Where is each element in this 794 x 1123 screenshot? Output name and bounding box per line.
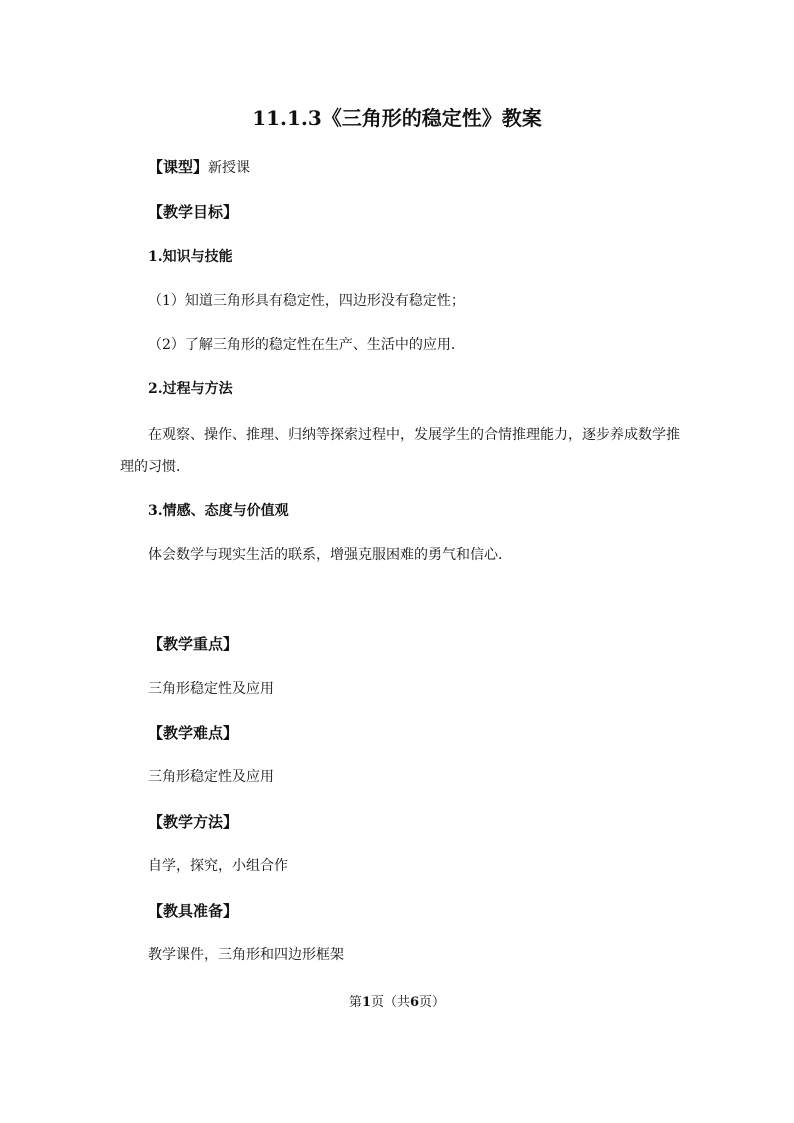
key-points-text: 三角形稳定性及应用 — [148, 681, 274, 697]
knowledge-item-1: （1）知道三角形具有稳定性，四边形没有稳定性； — [148, 293, 465, 309]
footer-suffix: 页） — [419, 995, 446, 1010]
knowledge-item-2: （2）了解三角形的稳定性在生产、生活中的应用． — [148, 337, 465, 353]
process-text-line-1: 在观察、操作、推理、归纳等探索过程中，发展学生的合情推理能力，逐步养成数学推 — [148, 427, 680, 443]
tools-heading: 【教具准备】 — [148, 902, 239, 920]
page-footer — [0, 993, 794, 1013]
footer-mid: 页（共 — [370, 995, 410, 1010]
process-heading: 2.过程与方法 — [148, 381, 233, 397]
footer-prefix: 第 — [348, 995, 362, 1010]
difficulties-heading: 【教学难点】 — [148, 724, 239, 742]
course-type-row — [148, 157, 250, 178]
objectives-heading: 【教学目标】 — [148, 203, 239, 221]
methods-heading: 【教学方法】 — [148, 813, 239, 831]
emotion-heading: 3.情感、态度与价值观 — [148, 503, 289, 519]
process-text-line-2: 理的习惯． — [120, 459, 190, 475]
tools-text: 教学课件，三角形和四边形框架 — [148, 947, 344, 963]
emotion-text: 体会数学与现实生活的联系，增强克服困难的勇气和信心． — [148, 547, 512, 563]
course-type-value: 新授课 — [208, 160, 251, 176]
difficulties-text: 三角形稳定性及应用 — [148, 769, 274, 785]
course-type-label: 【课型】 — [148, 158, 209, 176]
knowledge-heading: 1.知识与技能 — [148, 249, 233, 265]
key-points-heading: 【教学重点】 — [148, 635, 239, 653]
page-title: 11.1.3《三角形的稳定性》教案 — [252, 106, 542, 130]
methods-text: 自学，探究，小组合作 — [148, 858, 288, 874]
footer-page-number: 1 — [361, 995, 371, 1010]
footer-total-pages: 6 — [410, 995, 420, 1010]
